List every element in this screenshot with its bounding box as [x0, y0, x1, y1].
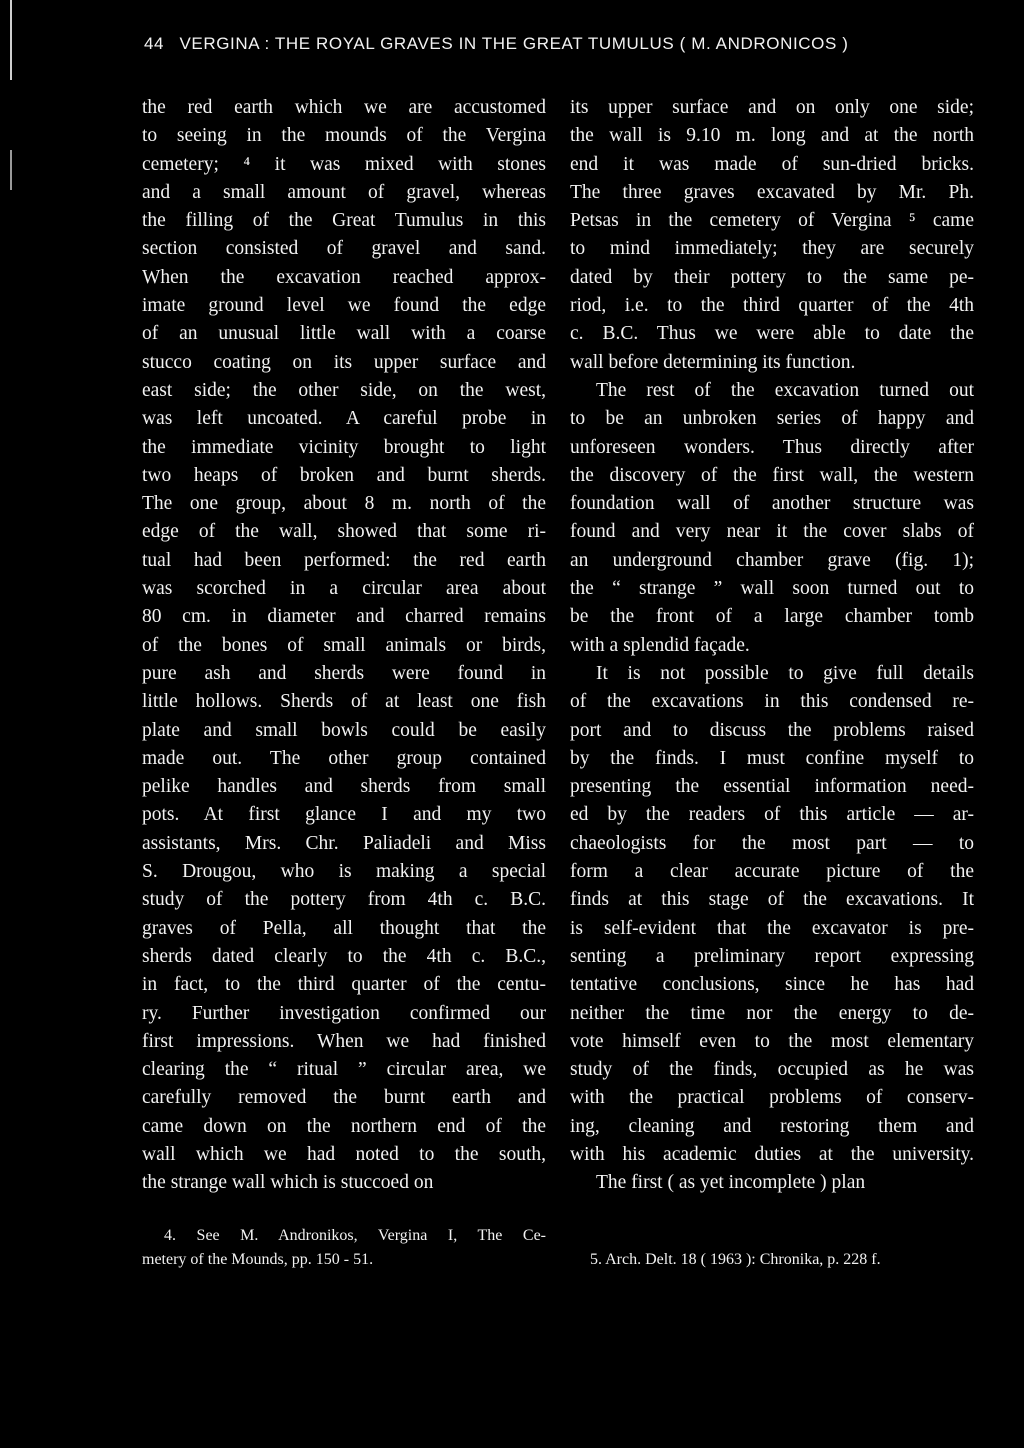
- text-line: The one group, about 8 m. north of the: [142, 493, 546, 515]
- text-line: ed by the readers of this article — ar-: [570, 804, 974, 826]
- text-line: the strange wall which is stuccoed on: [142, 1172, 434, 1194]
- text-line: pelike handles and sherds from small: [142, 776, 546, 798]
- text-line: the immediate vicinity brought to light: [142, 436, 546, 458]
- text-line: and a small amount of gravel, whereas: [142, 181, 546, 203]
- text-line: cemetery; ⁴ it was mixed with stones: [142, 153, 546, 175]
- text-line: tual had been performed: the red earth: [142, 549, 546, 571]
- text-line: c. B.C. Thus we were able to date the: [570, 323, 974, 345]
- footnote-line: metery of the Mounds, pp. 150 - 51.: [142, 1251, 374, 1268]
- text-line: little hollows. Sherds of at least one fish: [142, 691, 546, 713]
- text-line: an underground chamber grave (fig. 1);: [570, 549, 974, 571]
- text-line: edge of the wall, showed that some ri-: [142, 521, 546, 543]
- page-number: 44: [144, 34, 165, 53]
- text-line: ing, cleaning and restoring them and: [570, 1115, 974, 1137]
- text-line: dated by their pottery to the same pe-: [570, 266, 974, 288]
- text-line: stucco coating on its upper surface and: [142, 351, 546, 373]
- text-line: made out. The other group contained: [142, 747, 546, 769]
- text-line: end it was made of sun-dried bricks.: [570, 153, 974, 175]
- text-line: It is not possible to give full details: [596, 662, 974, 684]
- text-line: clearing the “ ritual ” circular area, we: [142, 1059, 546, 1081]
- text-line: wall before determining its function.: [570, 351, 856, 373]
- footnote-4: [142, 1224, 546, 1272]
- text-line: plate and small bowls could be easily: [142, 719, 546, 741]
- text-line: came down on the northern end of the: [142, 1115, 546, 1137]
- text-line: presenting the essential information need-: [570, 776, 974, 798]
- text-line: section consisted of gravel and sand.: [142, 238, 546, 260]
- text-line: found and very near it the cover slabs of: [570, 521, 974, 543]
- text-line: The first ( as yet incomplete ) plan: [596, 1172, 866, 1194]
- text-line: sherds dated clearly to the 4th c. B.C.,: [142, 945, 546, 967]
- text-line: study of the pottery from 4th c. B.C.: [142, 889, 546, 911]
- page-edge-mark-lower: [10, 150, 12, 190]
- page-edge-mark: [10, 0, 12, 80]
- text-line: of an unusual little wall with a coarse: [142, 323, 546, 345]
- text-line: assistants, Mrs. Chr. Paliadeli and Miss: [142, 832, 546, 854]
- text-line: the filling of the Great Tumulus in this: [142, 210, 546, 232]
- text-line: foundation wall of another structure was: [570, 493, 974, 515]
- text-line: the wall is 9.10 m. long and at the north: [570, 125, 974, 147]
- text-line: is self-evident that the excavator is pre-: [570, 917, 974, 939]
- text-line: study of the finds, occupied as he was: [570, 1059, 974, 1081]
- footnote-line: 4. See M. Andronikos, Vergina I, The Ce-: [164, 1227, 546, 1244]
- footnote-5: 5. Arch. Delt. 18 ( 1963 ): Chronika, p. 228 f.: [590, 1251, 881, 1268]
- text-line: two heaps of broken and burnt sherds.: [142, 464, 546, 486]
- text-line: S. Drougou, who is making a special: [142, 861, 546, 883]
- text-line: Petsas in the cemetery of Vergina ⁵ came: [570, 210, 974, 232]
- text-line: with his academic duties at the university.: [570, 1143, 974, 1165]
- text-line: form a clear accurate picture of the: [570, 861, 974, 883]
- text-line: chaeologists for the most part — to: [570, 832, 974, 854]
- text-line: graves of Pella, all thought that the: [142, 917, 546, 939]
- text-line: tentative conclusions, since he has had: [570, 974, 974, 996]
- right-text-column: [570, 94, 974, 1198]
- text-line: port and to discuss the problems raised: [570, 719, 974, 741]
- text-line: The three graves excavated by Mr. Ph.: [570, 181, 974, 203]
- text-line: vote himself even to the most elementary: [570, 1030, 974, 1052]
- running-header: [144, 34, 1004, 54]
- text-line: be the front of a large chamber tomb: [570, 606, 974, 628]
- text-line: The rest of the excavation turned out: [596, 379, 974, 401]
- text-line: the “ strange ” wall soon turned out to: [570, 578, 974, 600]
- text-line: was left uncoated. A careful probe in: [142, 408, 546, 430]
- text-line: the red earth which we are accustomed: [142, 97, 546, 118]
- text-line: was scorched in a circular area about: [142, 578, 546, 600]
- text-line: in fact, to the third quarter of the centu-: [142, 974, 546, 996]
- text-line: carefully removed the burnt earth and: [142, 1087, 546, 1109]
- text-line: senting a preliminary report expressing: [570, 945, 974, 967]
- text-line: riod, i.e. to the third quarter of the 4th: [570, 295, 974, 317]
- text-line: neither the time nor the energy to de-: [570, 1002, 974, 1024]
- text-line: with a splendid façade.: [570, 634, 750, 656]
- text-line: to mind immediately; they are securely: [570, 238, 974, 260]
- text-line: of the excavations in this condensed re-: [570, 691, 974, 713]
- text-line: with the practical problems of conserv-: [570, 1087, 974, 1109]
- text-line: its upper surface and on only one side;: [570, 97, 974, 118]
- text-line: first impressions. When we had finished: [142, 1030, 546, 1052]
- text-line: the discovery of the first wall, the western: [570, 464, 974, 486]
- text-line: to be an unbroken series of happy and: [570, 408, 974, 430]
- text-line: pots. At first glance I and my two: [142, 804, 546, 826]
- text-line: ry. Further investigation confirmed our: [142, 1002, 546, 1024]
- text-line: 80 cm. in diameter and charred remains: [142, 606, 546, 628]
- text-line: wall which we had noted to the south,: [142, 1143, 546, 1165]
- text-line: When the excavation reached approx-: [142, 266, 546, 288]
- text-line: unforeseen wonders. Thus directly after: [570, 436, 974, 458]
- text-line: finds at this stage of the excavations. It: [570, 889, 974, 911]
- text-line: to seeing in the mounds of the Vergina: [142, 125, 546, 147]
- text-line: of the bones of small animals or birds,: [142, 634, 546, 656]
- left-text-column: [142, 94, 546, 1198]
- text-line: imate ground level we found the edge: [142, 295, 546, 317]
- text-line: pure ash and sherds were found in: [142, 662, 546, 684]
- text-line: east side; the other side, on the west,: [142, 379, 546, 401]
- text-line: by the finds. I must confine myself to: [570, 747, 974, 769]
- running-title: VERGINA : THE ROYAL GRAVES IN THE GREAT TUMULUS ( M. ANDRONICOS ): [179, 34, 849, 53]
